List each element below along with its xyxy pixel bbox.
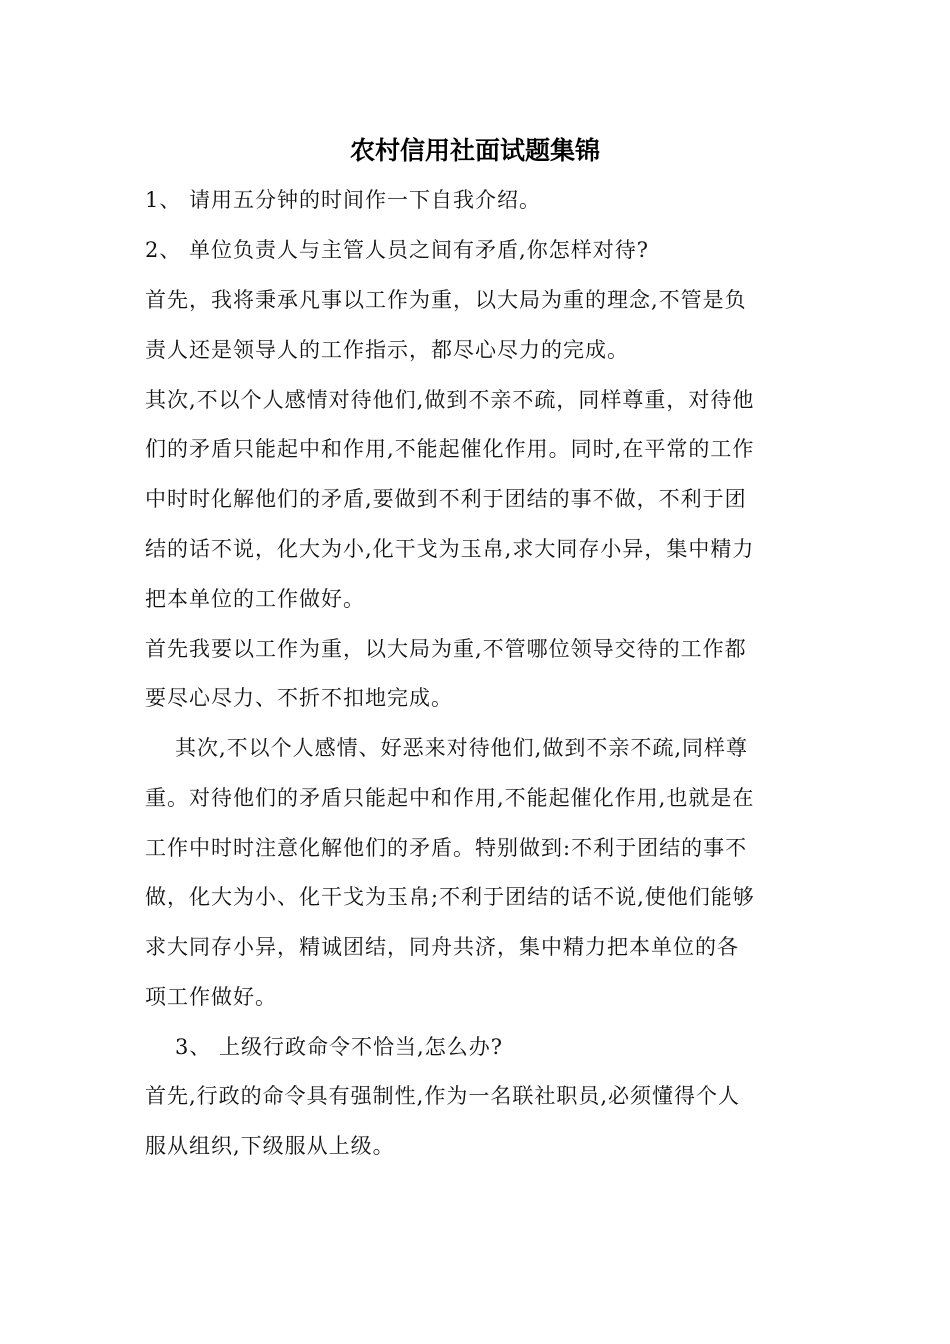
answer-line: 责人还是领导人的工作指示，都尽心尽力的完成。 xyxy=(145,338,629,362)
answer-line: 做，化大为小、化干戈为玉帛;不利于团结的话不说,使他们能够 xyxy=(145,885,755,909)
answer-line: 项工作做好。 xyxy=(145,985,277,1009)
answer-line: 求大同存小异，精诚团结，同舟共济，集中精力把本单位的各 xyxy=(145,935,739,959)
answer-line: 把本单位的工作做好。 xyxy=(145,587,365,611)
answer-line: 工作中时时注意化解他们的矛盾。特别做到:不利于团结的事不 xyxy=(145,836,748,860)
answer-line: 们的矛盾只能起中和作用,不能起催化作用。同时,在平常的工作 xyxy=(145,437,755,461)
answer-line: 首先我要以工作为重，以大局为重,不管哪位领导交待的工作都 xyxy=(145,637,747,661)
question-2: 2、 单位负责人与主管人员之间有矛盾,你怎样对待? xyxy=(145,238,649,262)
answer-line: 其次,不以个人感情、好恶来对待他们,做到不亲不疏,同样尊 xyxy=(175,736,749,760)
answer-line: 其次,不以个人感情对待他们,做到不亲不疏，同样尊重，对待他 xyxy=(145,388,755,412)
question-1: 1、 请用五分钟的时间作一下自我介绍。 xyxy=(145,188,542,212)
answer-line: 重。对待他们的矛盾只能起中和作用,不能起催化作用,也就是在 xyxy=(145,786,755,810)
answer-line: 服从组织,下级服从上级。 xyxy=(145,1134,395,1158)
answer-line: 中时时化解他们的矛盾,要做到不利于团结的事不做，不利于团 xyxy=(145,487,747,511)
question-3: 3、 上级行政命令不恰当,怎么办? xyxy=(175,1035,503,1059)
answer-line: 结的话不说，化大为小,化干戈为玉帛,求大同存小异，集中精力 xyxy=(145,537,755,561)
answer-line: 首先，我将秉承凡事以工作为重，以大局为重的理念,不管是负 xyxy=(145,288,747,312)
document-title: 农村信用社面试题集锦 xyxy=(349,136,600,165)
answer-line: 要尽心尽力、不折不扣地完成。 xyxy=(145,686,453,710)
answer-line: 首先,行政的命令具有强制性,作为一名联社职员,必须懂得个人 xyxy=(145,1084,741,1108)
